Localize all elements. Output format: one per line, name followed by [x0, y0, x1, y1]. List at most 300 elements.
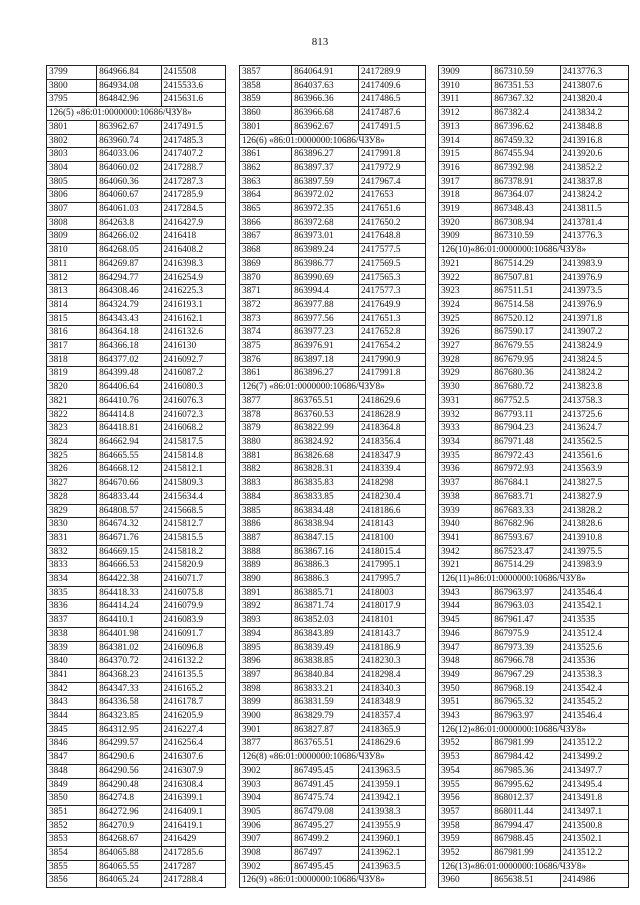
point-number-cell: 3912	[439, 107, 492, 121]
x-coordinate-cell: 864399.48	[97, 367, 161, 381]
x-coordinate-cell: 863765.51	[292, 737, 359, 751]
x-coordinate-cell: 864966.84	[97, 66, 161, 80]
x-coordinate-cell: 867497	[292, 847, 359, 861]
point-number-cell: 3805	[47, 175, 97, 189]
x-coordinate-cell: 863824.92	[292, 435, 359, 449]
point-number-cell: 3902	[240, 860, 292, 874]
x-coordinate-cell: 867971.48	[492, 435, 560, 449]
point-number-cell: 3835	[47, 586, 97, 600]
point-number-cell: 3952	[439, 737, 492, 751]
y-coordinate-cell: 2416429	[161, 833, 225, 847]
point-number-cell: 3901	[240, 723, 292, 737]
table-row	[240, 819, 426, 833]
x-coordinate-cell: 864294.77	[97, 271, 161, 285]
y-coordinate-cell: 2417287	[161, 860, 225, 874]
point-number-cell: 3832	[47, 545, 97, 559]
section-label: 126(9) «86:01:0000000:10686/ЧЗУ8»	[240, 874, 426, 888]
table-row	[240, 408, 426, 422]
y-coordinate-cell: 2418100	[359, 531, 426, 545]
x-coordinate-cell: 867590.17	[492, 326, 560, 340]
point-number-cell: 3900	[240, 710, 292, 724]
table-row	[240, 655, 426, 669]
point-number-cell: 3874	[240, 326, 292, 340]
point-number-cell: 3809	[47, 230, 97, 244]
x-coordinate-cell: 863962.67	[292, 120, 359, 134]
point-number-cell: 3894	[240, 627, 292, 641]
table-row	[240, 175, 426, 189]
x-coordinate-cell: 868011.44	[492, 805, 560, 819]
y-coordinate-cell: 2413938.3	[359, 805, 426, 819]
x-coordinate-cell: 864662.94	[97, 435, 161, 449]
y-coordinate-cell: 2416227.4	[161, 723, 225, 737]
x-coordinate-cell: 864065.24	[97, 874, 161, 888]
point-number-cell: 3795	[47, 93, 97, 107]
y-coordinate-cell: 2413497.1	[560, 805, 628, 819]
y-coordinate-cell: 2418230.4	[359, 490, 426, 504]
point-number-cell: 3853	[47, 833, 97, 847]
x-coordinate-cell: 864290.56	[97, 764, 161, 778]
table-row	[240, 449, 426, 463]
point-number-cell: 3907	[240, 833, 292, 847]
point-number-cell: 3890	[240, 573, 292, 587]
point-number-cell: 3864	[240, 189, 292, 203]
x-coordinate-cell: 863897.18	[292, 353, 359, 367]
x-coordinate-cell: 867985.36	[492, 764, 560, 778]
y-coordinate-cell: 2416072.3	[161, 408, 225, 422]
point-number-cell: 3897	[240, 668, 292, 682]
table-row	[47, 216, 226, 230]
x-coordinate-cell: 863986.77	[292, 257, 359, 271]
y-coordinate-cell: 2413973.5	[560, 285, 628, 299]
table-row	[47, 573, 226, 587]
y-coordinate-cell: 2415631.6	[161, 93, 225, 107]
y-coordinate-cell: 2416408.2	[161, 244, 225, 258]
section-label: 126(7) «86:01:0000000:10686/ЧЗУ8»	[240, 381, 426, 395]
y-coordinate-cell: 2417288.7	[161, 161, 225, 175]
y-coordinate-cell: 2417995.7	[359, 573, 426, 587]
point-number-cell: 3831	[47, 531, 97, 545]
x-coordinate-cell: 863962.67	[97, 120, 161, 134]
table-row	[240, 79, 426, 93]
point-number-cell: 3869	[240, 257, 292, 271]
point-number-cell: 3862	[240, 161, 292, 175]
point-number-cell: 3891	[240, 586, 292, 600]
point-number-cell: 3820	[47, 381, 97, 395]
coordinate-tables	[46, 65, 631, 886]
y-coordinate-cell: 2418339.4	[359, 463, 426, 477]
table-row	[47, 298, 226, 312]
section-header-row	[439, 244, 629, 258]
section-header-row	[240, 751, 426, 765]
x-coordinate-cell: 867684.1	[492, 477, 560, 491]
x-coordinate-cell: 863989.24	[292, 244, 359, 258]
y-coordinate-cell: 2413500.8	[560, 819, 628, 833]
table-row	[439, 819, 629, 833]
x-coordinate-cell: 863838.94	[292, 518, 359, 532]
table-row	[439, 394, 629, 408]
point-number-cell: 3847	[47, 751, 97, 765]
y-coordinate-cell: 2418628.9	[359, 408, 426, 422]
point-number-cell: 3911	[439, 93, 492, 107]
x-coordinate-cell: 867981.99	[492, 737, 560, 751]
y-coordinate-cell: 2413824.9	[560, 340, 628, 354]
table-row	[240, 216, 426, 230]
point-number-cell: 3836	[47, 600, 97, 614]
table-row	[47, 381, 226, 395]
y-coordinate-cell: 2413852.2	[560, 161, 628, 175]
y-coordinate-cell: 2413828.6	[560, 518, 628, 532]
y-coordinate-cell: 2417991.8	[359, 148, 426, 162]
point-number-cell: 3886	[240, 518, 292, 532]
point-number-cell: 3921	[439, 559, 492, 573]
y-coordinate-cell: 2413824.2	[560, 189, 628, 203]
y-coordinate-cell: 2417972.9	[359, 161, 426, 175]
table-row	[47, 614, 226, 628]
table-row	[240, 230, 426, 244]
table-row	[47, 682, 226, 696]
y-coordinate-cell: 2413955.9	[359, 819, 426, 833]
x-coordinate-cell: 867348.43	[492, 203, 560, 217]
point-number-cell: 3892	[240, 600, 292, 614]
table-row	[439, 257, 629, 271]
point-number-cell: 3958	[439, 819, 492, 833]
y-coordinate-cell: 2416256.4	[161, 737, 225, 751]
table-row	[47, 586, 226, 600]
point-number-cell: 3895	[240, 641, 292, 655]
table-row	[47, 819, 226, 833]
y-coordinate-cell: 2413848.8	[560, 120, 628, 134]
point-number-cell: 3883	[240, 477, 292, 491]
table-row	[240, 490, 426, 504]
table-row	[240, 641, 426, 655]
table-row	[439, 531, 629, 545]
point-number-cell: 3917	[439, 175, 492, 189]
table-row	[47, 79, 226, 93]
x-coordinate-cell: 865638.51	[492, 874, 560, 888]
table-row	[47, 847, 226, 861]
table-row	[47, 340, 226, 354]
x-coordinate-cell: 867507.81	[492, 271, 560, 285]
point-number-cell: 3802	[47, 134, 97, 148]
table-row	[439, 189, 629, 203]
point-number-cell: 3922	[439, 271, 492, 285]
x-coordinate-cell: 863973.01	[292, 230, 359, 244]
point-number-cell: 3915	[439, 148, 492, 162]
y-coordinate-cell: 2418101	[359, 614, 426, 628]
point-number-cell: 3837	[47, 614, 97, 628]
section-label: 126(12)«86:01:0000000:10686/ЧЗУ8»	[439, 723, 629, 737]
y-coordinate-cell: 2417652.8	[359, 326, 426, 340]
x-coordinate-cell: 864668.12	[97, 463, 161, 477]
y-coordinate-cell: 2417288.4	[161, 874, 225, 888]
y-coordinate-cell: 2417287.3	[161, 175, 225, 189]
point-number-cell: 3943	[439, 586, 492, 600]
table-row	[240, 435, 426, 449]
x-coordinate-cell: 863960.74	[97, 134, 161, 148]
point-number-cell: 3842	[47, 682, 97, 696]
point-number-cell: 3955	[439, 778, 492, 792]
point-number-cell: 3860	[240, 107, 292, 121]
point-number-cell: 3916	[439, 161, 492, 175]
table-row	[439, 600, 629, 614]
table-row	[47, 792, 226, 806]
y-coordinate-cell: 2418347.9	[359, 449, 426, 463]
y-coordinate-cell: 2416418	[161, 230, 225, 244]
y-coordinate-cell: 2418017.9	[359, 600, 426, 614]
x-coordinate-cell: 864336.58	[97, 696, 161, 710]
y-coordinate-cell: 2416132.2	[161, 655, 225, 669]
point-number-cell: 3854	[47, 847, 97, 861]
table-row	[439, 682, 629, 696]
y-coordinate-cell: 2417565.3	[359, 271, 426, 285]
y-coordinate-cell: 2418143.7	[359, 627, 426, 641]
table-row	[439, 655, 629, 669]
table-row	[47, 449, 226, 463]
point-number-cell: 3855	[47, 860, 97, 874]
y-coordinate-cell: 2417651.6	[359, 203, 426, 217]
point-number-cell: 3839	[47, 641, 97, 655]
table-row	[47, 148, 226, 162]
point-number-cell: 3867	[240, 230, 292, 244]
table-row	[439, 764, 629, 778]
point-number-cell: 3943	[439, 710, 492, 724]
section-label: 126(10)«86:01:0000000:10686/ЧЗУ8»	[439, 244, 629, 258]
y-coordinate-cell: 2413837.8	[560, 175, 628, 189]
y-coordinate-cell: 2418186.9	[359, 641, 426, 655]
table-row	[240, 120, 426, 134]
y-coordinate-cell: 2416076.3	[161, 394, 225, 408]
point-number-cell: 3930	[439, 381, 492, 395]
y-coordinate-cell: 2413827.9	[560, 490, 628, 504]
table-row	[240, 93, 426, 107]
y-coordinate-cell: 2415817.5	[161, 435, 225, 449]
y-coordinate-cell: 2413963.5	[359, 764, 426, 778]
section-header-row	[439, 573, 629, 587]
x-coordinate-cell: 864671.76	[97, 531, 161, 545]
x-coordinate-cell: 867683.71	[492, 490, 560, 504]
x-coordinate-cell: 867995.62	[492, 778, 560, 792]
point-number-cell: 3946	[439, 627, 492, 641]
table-row	[47, 600, 226, 614]
x-coordinate-cell: 864418.81	[97, 422, 161, 436]
x-coordinate-cell: 864381.02	[97, 641, 161, 655]
y-coordinate-cell: 2416193.1	[161, 298, 225, 312]
x-coordinate-cell: 863972.68	[292, 216, 359, 230]
table-row	[439, 340, 629, 354]
point-number-cell: 3852	[47, 819, 97, 833]
table-row	[240, 710, 426, 724]
x-coordinate-cell: 863760.53	[292, 408, 359, 422]
section-header-row	[47, 107, 226, 121]
x-coordinate-cell: 864299.57	[97, 737, 161, 751]
x-coordinate-cell: 867514.29	[492, 257, 560, 271]
table-row	[47, 285, 226, 299]
table-row	[439, 422, 629, 436]
y-coordinate-cell: 2417654.2	[359, 340, 426, 354]
y-coordinate-cell: 2418298	[359, 477, 426, 491]
y-coordinate-cell: 2415508	[161, 66, 225, 80]
point-number-cell: 3909	[439, 230, 492, 244]
table-row	[439, 490, 629, 504]
table-row	[47, 764, 226, 778]
point-number-cell: 3863	[240, 175, 292, 189]
x-coordinate-cell: 867972.43	[492, 449, 560, 463]
point-number-cell: 3841	[47, 668, 97, 682]
y-coordinate-cell: 2415812.1	[161, 463, 225, 477]
point-number-cell: 3861	[240, 367, 292, 381]
point-number-cell: 3868	[240, 244, 292, 258]
point-number-cell: 3909	[439, 66, 492, 80]
point-number-cell: 3949	[439, 668, 492, 682]
point-number-cell: 3913	[439, 120, 492, 134]
table-row	[47, 257, 226, 271]
section-label: 126(13)«86:01:0000000:10686/ЧЗУ8»	[439, 860, 629, 874]
table-row	[240, 847, 426, 861]
y-coordinate-cell: 2413807.6	[560, 79, 628, 93]
x-coordinate-cell: 864268.05	[97, 244, 161, 258]
y-coordinate-cell: 2413502.1	[560, 833, 628, 847]
table-row	[439, 367, 629, 381]
x-coordinate-cell: 863765.51	[292, 394, 359, 408]
table-row	[439, 696, 629, 710]
x-coordinate-cell: 863833.85	[292, 490, 359, 504]
y-coordinate-cell: 2417990.9	[359, 353, 426, 367]
table-row	[47, 860, 226, 874]
point-number-cell: 3819	[47, 367, 97, 381]
table-row	[439, 586, 629, 600]
y-coordinate-cell: 2416307.9	[161, 764, 225, 778]
table-row	[439, 668, 629, 682]
point-number-cell: 3822	[47, 408, 97, 422]
x-coordinate-cell: 864290.48	[97, 778, 161, 792]
point-number-cell: 3944	[439, 600, 492, 614]
y-coordinate-cell: 2415533.6	[161, 79, 225, 93]
point-number-cell: 3902	[240, 764, 292, 778]
table-row	[439, 435, 629, 449]
point-number-cell: 3880	[240, 435, 292, 449]
x-coordinate-cell: 867310.59	[492, 66, 560, 80]
y-coordinate-cell: 2413776.3	[560, 230, 628, 244]
x-coordinate-cell: 864364.18	[97, 326, 161, 340]
x-coordinate-cell: 864414.24	[97, 600, 161, 614]
table-row	[439, 326, 629, 340]
table-column-3	[438, 65, 629, 888]
table-row	[439, 148, 629, 162]
x-coordinate-cell: 867514.29	[492, 559, 560, 573]
x-coordinate-cell: 863822.99	[292, 422, 359, 436]
point-number-cell: 3910	[439, 79, 492, 93]
table-row	[439, 381, 629, 395]
point-number-cell: 3813	[47, 285, 97, 299]
table-row	[47, 627, 226, 641]
y-coordinate-cell: 2416091.7	[161, 627, 225, 641]
y-coordinate-cell: 2413512.2	[560, 847, 628, 861]
point-number-cell: 3937	[439, 477, 492, 491]
x-coordinate-cell: 863840.84	[292, 668, 359, 682]
table-row	[240, 778, 426, 792]
x-coordinate-cell: 863835.83	[292, 477, 359, 491]
point-number-cell: 3959	[439, 833, 492, 847]
point-number-cell: 3951	[439, 696, 492, 710]
x-coordinate-cell: 867593.67	[492, 531, 560, 545]
x-coordinate-cell: 863994.4	[292, 285, 359, 299]
x-coordinate-cell: 863990.69	[292, 271, 359, 285]
table-row	[47, 655, 226, 669]
point-number-cell: 3871	[240, 285, 292, 299]
point-number-cell: 3929	[439, 367, 492, 381]
table-row	[240, 559, 426, 573]
y-coordinate-cell: 2416409.1	[161, 805, 225, 819]
table-row	[240, 257, 426, 271]
y-coordinate-cell: 2417650.2	[359, 216, 426, 230]
section-header-row	[240, 874, 426, 888]
point-number-cell: 3840	[47, 655, 97, 669]
point-number-cell: 3960	[439, 874, 492, 888]
y-coordinate-cell: 2417491.5	[161, 120, 225, 134]
table-row	[240, 614, 426, 628]
y-coordinate-cell: 2418348.9	[359, 696, 426, 710]
table-row	[439, 230, 629, 244]
x-coordinate-cell: 867683.33	[492, 504, 560, 518]
table-row	[240, 668, 426, 682]
x-coordinate-cell: 864274.8	[97, 792, 161, 806]
table-row	[439, 477, 629, 491]
y-coordinate-cell: 2418629.6	[359, 394, 426, 408]
point-number-cell: 3818	[47, 353, 97, 367]
table-row	[240, 367, 426, 381]
table-row	[47, 66, 226, 80]
x-coordinate-cell: 867904.23	[492, 422, 560, 436]
table-row	[439, 504, 629, 518]
table-row	[240, 600, 426, 614]
x-coordinate-cell: 867967.29	[492, 668, 560, 682]
table-row	[240, 422, 426, 436]
table-row	[240, 298, 426, 312]
y-coordinate-cell: 2416132.6	[161, 326, 225, 340]
y-coordinate-cell: 2413563.9	[560, 463, 628, 477]
y-coordinate-cell: 2418143	[359, 518, 426, 532]
x-coordinate-cell: 867392.98	[492, 161, 560, 175]
y-coordinate-cell: 2413823.8	[560, 381, 628, 395]
x-coordinate-cell: 864377.02	[97, 353, 161, 367]
table-row	[47, 422, 226, 436]
table-row	[240, 792, 426, 806]
x-coordinate-cell: 867499.2	[292, 833, 359, 847]
x-coordinate-cell: 863976.91	[292, 340, 359, 354]
x-coordinate-cell: 863867.16	[292, 545, 359, 559]
y-coordinate-cell: 2417285.9	[161, 189, 225, 203]
y-coordinate-cell: 2417487.6	[359, 107, 426, 121]
x-coordinate-cell: 864410.76	[97, 394, 161, 408]
x-coordinate-cell: 867984.42	[492, 751, 560, 765]
table-row	[439, 161, 629, 175]
y-coordinate-cell: 2416087.2	[161, 367, 225, 381]
x-coordinate-cell: 864065.55	[97, 860, 161, 874]
section-header-row	[240, 134, 426, 148]
coordinate-table-3	[438, 65, 629, 888]
point-number-cell: 3920	[439, 216, 492, 230]
point-number-cell: 3950	[439, 682, 492, 696]
x-coordinate-cell: 867455.94	[492, 148, 560, 162]
table-row	[439, 271, 629, 285]
y-coordinate-cell: 2413976.9	[560, 298, 628, 312]
table-row	[47, 710, 226, 724]
point-number-cell: 3924	[439, 298, 492, 312]
y-coordinate-cell: 2418340.3	[359, 682, 426, 696]
y-coordinate-cell: 2417967.4	[359, 175, 426, 189]
point-number-cell: 3830	[47, 518, 97, 532]
point-number-cell: 3954	[439, 764, 492, 778]
